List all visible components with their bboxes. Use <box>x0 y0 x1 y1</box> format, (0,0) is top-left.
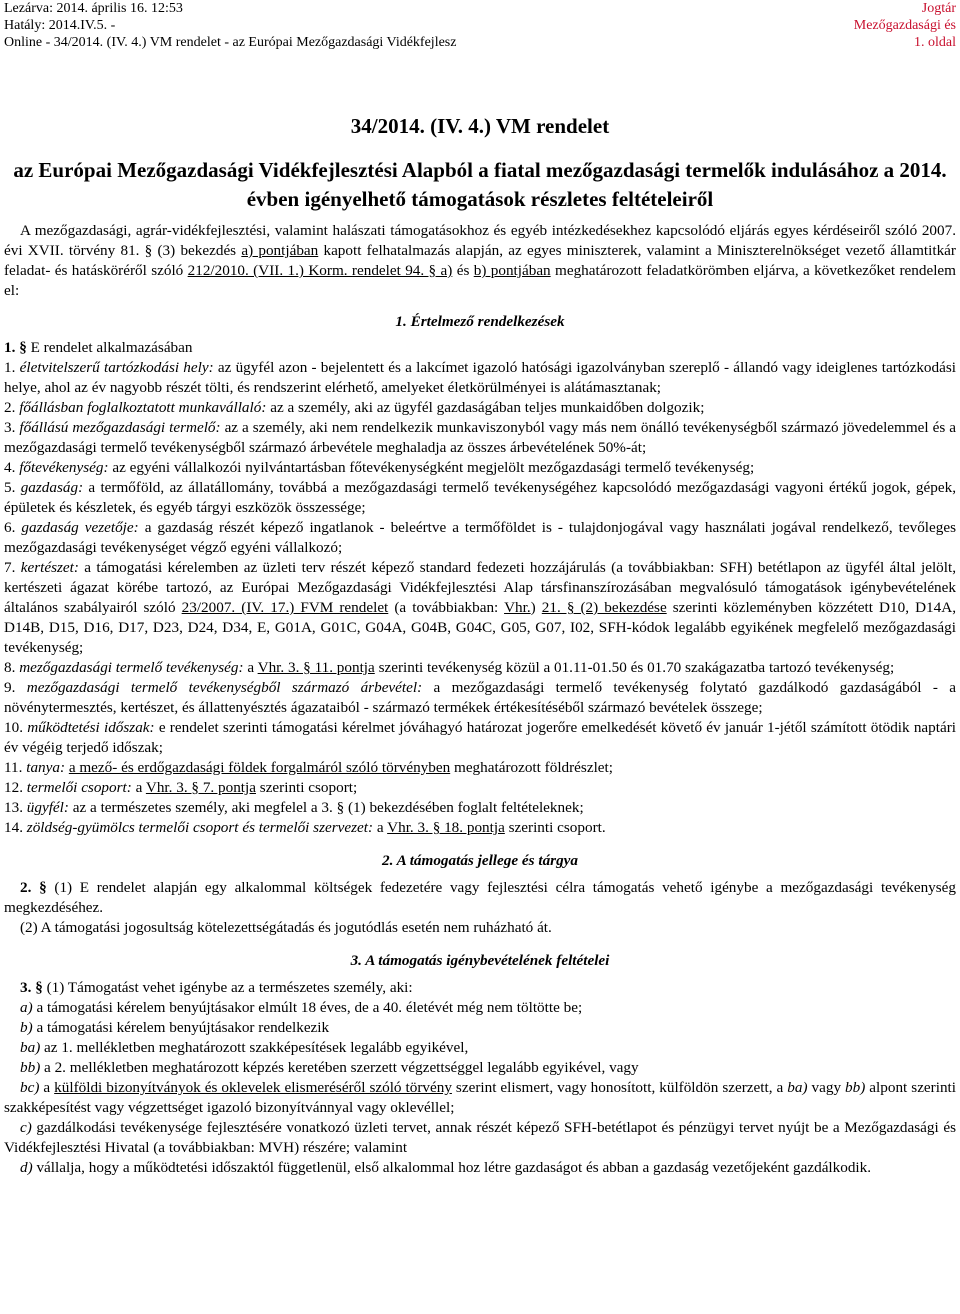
point-a: a) a támogatási kérelem benyújtásakor elmúlt 18 éves, de a 40. életévét még nem töltötte be; <box>20 999 583 1016</box>
definition-9: 9. mezőgazdasági termelő tevékenységből származó árbevétel: a mezőgazdasági termelő tevékenység folytató gazdálkodó gazdaságából - a növénytermesztés, kertészet, és állattenyésztés ágazataiból - származó termékek értékesítéséből származó bevételek összege; <box>4 679 956 716</box>
header-page-number: 1. oldal <box>914 35 956 50</box>
definition-3: 3. főállású mezőgazdasági termelő: az a személy, aki nem rendelkezik munkaviszonyból vagy más nem önálló tevékenységből származó jövedelemmel és a mezőgazdasági termelő tevékenységből származó árbevétele meghaladja az összes árbevételének 50%-át; <box>4 419 957 456</box>
header-document-reference: Online - 34/2014. (IV. 4.) VM rendelet - az Európai Mezőgazdasági Vidékfejlesz <box>4 35 457 50</box>
link-pontjaban-b[interactable]: b) pontjában <box>473 262 551 279</box>
point-d: d) vállalja, hogy a működtetési időszaktól függetlenül, első alkalommal hoz létre gazdaságot és abban a gazdaság vezetőjeként gazdálkodik. <box>20 1159 872 1176</box>
page-header <box>4 0 956 52</box>
point-ba: ba) az 1. mellékletben meghatározott szakképesítések legalább egyikével, <box>20 1039 469 1056</box>
definition-4: 4. főtevékenység: az egyéni vállalkozói nyilvántartásban főtevékenységként megjelölt mezőgazdasági termelő tevékenység; <box>4 459 755 476</box>
header-closed-date: Lezárva: 2014. április 16. 12:53 <box>4 1 183 16</box>
document-title: 34/2014. (IV. 4.) VM rendelet <box>350 114 610 138</box>
header-left <box>4 0 456 51</box>
paragraph-1-heading: 1. § E rendelet alkalmazásában <box>4 339 193 356</box>
document-subtitle: az Európai Mezőgazdasági Vidékfejlesztési Alapból a fiatal mezőgazdasági termelők indulásához a 2014. évben igényelhető támogatások részletes feltételeiről <box>13 158 947 211</box>
link-fvm-rendelet[interactable]: 23/2007. (IV. 17.) FVM rendelet <box>181 599 389 616</box>
definition-6: 6. gazdaság vezetője: a gazdaság részét képező ingatlanok - beleértve a termőföldet is - tulajdonjogával vagy használati jogával rendelkező, tevőleges mezőgazdasági tevékenységet végző egyéni vállalkozó; <box>4 519 957 556</box>
definition-8: 8. mezőgazdasági termelő tevékenység: a Vhr. 3. § 11. pontja szerinti tevékenység közül a 01.11-01.50 és 01.70 szakágazatba tartozó tevékenység; <box>4 659 895 676</box>
preamble: A mezőgazdasági, agrár-vidékfejlesztési, valamint halászati támogatásokhoz és egyéb intézkedésekhez kapcsolódó eljárás egyes kérdéseiről szóló 2007. évi XVII. törvény 81. § (3) bekezdés a) pontjában kapott felhatalmazás alapján, az egyes miniszterek, valamint a Miniszterelnökséget vezető államtitkár feladat- és hatásköréről szóló 212/2010. (VII. 1.) Korm. rendelet 94. § a) és b) pontjában meghatározott feladatkörömben eljárva, a következőket rendelem el: <box>4 222 956 299</box>
definition-11: 11. tanya: a mező- és erdőgazdasági földek forgalmáról szóló törvényben meghatározott földrészlet; <box>4 759 613 776</box>
link-pontjaban-a[interactable]: a) pontjában <box>241 242 319 259</box>
link-vhr[interactable]: Vhr. <box>504 599 531 616</box>
header-brand: Jogtár <box>921 1 956 16</box>
link-kulfoldi-bizonyitvanyok-torveny[interactable]: külföldi bizonyítványok és oklevelek elismeréséről szóló törvény <box>54 1079 452 1096</box>
header-category: Mezőgazdasági és <box>853 18 956 33</box>
header-effective-date: Hatály: 2014.IV.5. - <box>4 18 116 33</box>
section-heading-2: 2. A támogatás jellege és tárgya <box>381 852 578 869</box>
definition-7: 7. kertészet: a támogatási kérelemben az üzleti terv részét képező standard fedezeti hozzájárulás (a továbbiakban: SFH) betétlapon az ügyfél által jelölt, kertészeti ágazat körébe tartozó, az Európai Mezőgazdasági Vidékfejlesztési Alap társfinanszírozásában megvalósuló támogatások igénybevételének általános szabályairól szóló 23/2007. (IV. 17.) FVM rendelet (a továbbiakban: Vhr.) 21. § (2) bekezdése szerinti közleményben közzétett D10, D14A, D14B, D15, D16, D17, D23, D24, D34, E, G01A, G01C, G04A, G04B, G04C, G05, G07, I02, SFH-kódok legalább egyikének megfelelő mezőgazdasági tevékenység; <box>4 559 957 656</box>
link-vhr-3-18[interactable]: Vhr. 3. § 18. pontja <box>387 819 505 836</box>
definition-10: 10. működtetési időszak: e rendelet szerinti támogatási kérelmet jóváhagyó határozat jogerőre emelkedését követő év január 1-jétől számított ötödik naptári év végéig terjedő időszak; <box>4 719 956 756</box>
section-heading-1: 1. Értelmező rendelkezések <box>395 313 565 330</box>
link-korm-rendelet[interactable]: 212/2010. (VII. 1.) Korm. rendelet 94. § a) <box>187 262 453 279</box>
paragraph-3-1: 3. § (1) Támogatást vehet igénybe az a természetes személy, aki: <box>20 979 413 996</box>
definition-12: 12. termelői csoport: a Vhr. 3. § 7. pontja szerinti csoport; <box>4 779 358 796</box>
link-foldforgalmi-torveny[interactable]: a mező- és erdőgazdasági földek forgalmáról szóló törvényben <box>68 759 451 776</box>
point-bb: bb) a 2. mellékletben meghatározott képzés keretében szerzett végzettséggel legalább egyikével, vagy <box>20 1059 639 1076</box>
definition-13: 13. ügyfél: az a természetes személy, aki megfelel a 3. § (1) bekezdésében foglalt feltételeknek; <box>4 799 584 816</box>
header-right <box>854 0 956 51</box>
document-body <box>4 112 956 1178</box>
point-b: b) a támogatási kérelem benyújtásakor rendelkezik <box>20 1019 330 1036</box>
point-c: c) gazdálkodási tevékenysége fejlesztésére vonatkozó üzleti tervet, annak részét képező SFH-betétlapot és pénzügyi tervet nyújt be a Mezőgazdasági és Vidékfejlesztési Hivatal (a továbbiakban: MVH) részére; valamint <box>4 1119 956 1156</box>
link-vhr-3-11[interactable]: Vhr. 3. § 11. pontja <box>257 659 375 676</box>
definition-5: 5. gazdaság: a termőföld, az állatállomány, továbbá a mezőgazdasági termelő tevékenységéhez kapcsolódó mezőgazdasági vagyoni értékű jogok, gépek, épületek és készletek, és egyéb tárgyi eszközök összessége; <box>4 479 956 516</box>
paragraph-2-2: (2) A támogatási jogosultság kötelezettségátadás és jogutódlás esetén nem ruházható át. <box>20 919 552 936</box>
paragraph-2-1: 2. § (1) E rendelet alapján egy alkalommal költségek fedezetére vagy fejlesztési célra támogatás vehető igénybe a mezőgazdasági tevékenység megkezdéséhez. <box>4 879 957 916</box>
definition-14: 14. zöldség-gyümölcs termelői csoport és termelői szervezet: a Vhr. 3. § 18. pontja szerinti csoport. <box>4 819 606 836</box>
definition-1: 1. életvitelszerű tartózkodási hely: az ügyfél azon - bejelentett és a lakcímet igazoló hatósági igazolványban szereplő - állandó vagy ideiglenes tartózkodási helye, ahol az év nagyobb részét tölti, és rendszerint elérhető, amelyeket életkörülményei is alátámasztanak; <box>4 359 956 396</box>
link-vhr-3-7[interactable]: Vhr. 3. § 7. pontja <box>145 779 256 796</box>
section-heading-3: 3. A támogatás igénybevételének feltételei <box>350 952 610 969</box>
link-vhr-21-2[interactable]: 21. § (2) bekezdése <box>541 599 667 616</box>
point-bc: bc) a külföldi bizonyítványok és oklevelek elismeréséről szóló törvény szerint elismert, vagy honosított, külföldön szerzett, a ba) vagy bb) alpont szerinti szakképesítést vagy végzettséget igazoló bizonyítvánnyal vagy oklevéllel; <box>4 1079 956 1116</box>
definition-2: 2. főállásban foglalkoztatott munkavállaló: az a személy, aki az ügyfél gazdaságában teljes munkaidőben dolgozik; <box>4 399 705 416</box>
